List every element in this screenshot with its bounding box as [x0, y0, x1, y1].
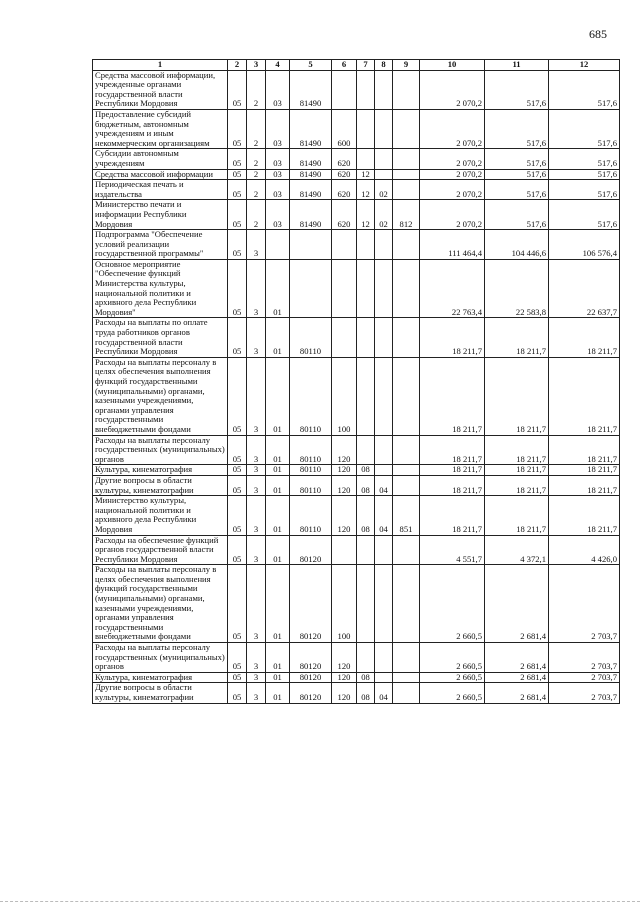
cell-col-6: 120 — [332, 672, 357, 683]
cell-col-10: 2 070,2 — [420, 109, 485, 148]
cell-col-10: 4 551,7 — [420, 535, 485, 565]
cell-col-7 — [357, 318, 375, 357]
cell-col-11: 517,6 — [485, 149, 549, 169]
row-name-cell: Расходы на обеспечение функций органов государственной власти Республики Мордовия — [93, 535, 228, 565]
cell-col-3: 3 — [247, 496, 266, 535]
cell-col-12: 517,6 — [549, 169, 620, 180]
cell-col-3: 3 — [247, 683, 266, 703]
cell-col-7: 08 — [357, 475, 375, 495]
cell-col-8 — [375, 435, 393, 465]
cell-col-8 — [375, 535, 393, 565]
cell-col-7 — [357, 565, 375, 643]
cell-col-11: 18 211,7 — [485, 465, 549, 476]
cell-col-4: 01 — [266, 259, 290, 318]
cell-col-3: 3 — [247, 259, 266, 318]
cell-col-11: 2 681,4 — [485, 683, 549, 703]
cell-col-10: 18 211,7 — [420, 496, 485, 535]
cell-col-2: 05 — [228, 496, 247, 535]
cell-col-7 — [357, 259, 375, 318]
cell-col-9 — [393, 465, 420, 476]
page-number: 685 — [589, 27, 607, 41]
cell-col-8 — [375, 565, 393, 643]
cell-col-8 — [375, 149, 393, 169]
table-row — [93, 465, 620, 476]
cell-col-7: 12 — [357, 180, 375, 200]
cell-col-8: 04 — [375, 496, 393, 535]
cell-col-4: 03 — [266, 169, 290, 180]
cell-col-3: 3 — [247, 535, 266, 565]
cell-col-6: 620 — [332, 169, 357, 180]
cell-col-5 — [290, 230, 332, 260]
cell-col-4: 01 — [266, 357, 290, 435]
table-row — [93, 230, 620, 260]
row-name-cell: Расходы на выплаты персоналу государственных (муниципальных) органов — [93, 435, 228, 465]
cell-col-3: 3 — [247, 565, 266, 643]
cell-col-12: 517,6 — [549, 149, 620, 169]
cell-col-5: 80120 — [290, 565, 332, 643]
table-row — [93, 200, 620, 230]
row-name-cell: Периодическая печать и издательства — [93, 180, 228, 200]
cell-col-9 — [393, 180, 420, 200]
cell-col-4: 03 — [266, 180, 290, 200]
cell-col-4: 03 — [266, 149, 290, 169]
cell-col-12: 18 211,7 — [549, 465, 620, 476]
row-name-cell: Предоставление субсидий бюджетным, автономным учреждениям и иным некоммерческим организациям — [93, 109, 228, 148]
cell-col-2: 05 — [228, 435, 247, 465]
cell-col-8 — [375, 465, 393, 476]
cell-col-3: 3 — [247, 672, 266, 683]
col-header-5: 5 — [290, 60, 332, 71]
cell-col-6 — [332, 70, 357, 109]
cell-col-8 — [375, 230, 393, 260]
cell-col-10: 2 070,2 — [420, 180, 485, 200]
cell-col-3: 2 — [247, 149, 266, 169]
cell-col-6 — [332, 230, 357, 260]
cell-col-12: 18 211,7 — [549, 475, 620, 495]
cell-col-10: 2 660,5 — [420, 683, 485, 703]
cell-col-3: 3 — [247, 357, 266, 435]
cell-col-12: 22 637,7 — [549, 259, 620, 318]
cell-col-11: 22 583,8 — [485, 259, 549, 318]
cell-col-7: 12 — [357, 169, 375, 180]
cell-col-8: 02 — [375, 180, 393, 200]
cell-col-10: 2 660,5 — [420, 565, 485, 643]
table-row — [93, 535, 620, 565]
cell-col-5: 81490 — [290, 149, 332, 169]
cell-col-4: 01 — [266, 465, 290, 476]
cell-col-7: 08 — [357, 672, 375, 683]
cell-col-2: 05 — [228, 475, 247, 495]
cell-col-2: 05 — [228, 180, 247, 200]
cell-col-12: 517,6 — [549, 180, 620, 200]
cell-col-9 — [393, 683, 420, 703]
row-name-cell: Культура, кинематография — [93, 465, 228, 476]
cell-col-12: 2 703,7 — [549, 643, 620, 673]
cell-col-6: 100 — [332, 565, 357, 643]
cell-col-2: 05 — [228, 169, 247, 180]
cell-col-5 — [290, 259, 332, 318]
cell-col-5: 81490 — [290, 200, 332, 230]
cell-col-9: 851 — [393, 496, 420, 535]
cell-col-12: 2 703,7 — [549, 683, 620, 703]
cell-col-5: 80110 — [290, 465, 332, 476]
cell-col-4: 01 — [266, 683, 290, 703]
cell-col-12: 2 703,7 — [549, 565, 620, 643]
cell-col-3: 3 — [247, 435, 266, 465]
cell-col-2: 05 — [228, 318, 247, 357]
cell-col-11: 517,6 — [485, 180, 549, 200]
table-row — [93, 169, 620, 180]
cell-col-12: 18 211,7 — [549, 435, 620, 465]
cell-col-4: 01 — [266, 475, 290, 495]
cell-col-5: 81490 — [290, 180, 332, 200]
cell-col-7 — [357, 357, 375, 435]
cell-col-11: 517,6 — [485, 200, 549, 230]
cell-col-9 — [393, 318, 420, 357]
table-row — [93, 70, 620, 109]
cell-col-2: 05 — [228, 565, 247, 643]
cell-col-6: 620 — [332, 180, 357, 200]
cell-col-11: 104 446,6 — [485, 230, 549, 260]
cell-col-11: 18 211,7 — [485, 318, 549, 357]
col-header-12: 12 — [549, 60, 620, 71]
col-header-8: 8 — [375, 60, 393, 71]
cell-col-9 — [393, 230, 420, 260]
row-name-cell: Подпрограмма "Обеспечение условий реализации государственной программы" — [93, 230, 228, 260]
cell-col-11: 4 372,1 — [485, 535, 549, 565]
cell-col-7: 08 — [357, 465, 375, 476]
cell-col-2: 05 — [228, 465, 247, 476]
cell-col-8 — [375, 70, 393, 109]
cell-col-6: 620 — [332, 149, 357, 169]
table-row — [93, 357, 620, 435]
cell-col-6: 100 — [332, 357, 357, 435]
cell-col-10: 2 070,2 — [420, 149, 485, 169]
cell-col-6: 120 — [332, 475, 357, 495]
cell-col-6 — [332, 535, 357, 565]
row-name-cell: Расходы на выплаты персоналу в целях обеспечения выполнения функций государственными (муниципальными) органами, казенными учреждениями, органами управления государственными внебюджетными фондами — [93, 565, 228, 643]
cell-col-11: 517,6 — [485, 70, 549, 109]
table-row — [93, 496, 620, 535]
cell-col-10: 111 464,4 — [420, 230, 485, 260]
cell-col-9: 812 — [393, 200, 420, 230]
cell-col-4: 01 — [266, 496, 290, 535]
col-header-7: 7 — [357, 60, 375, 71]
cell-col-6: 120 — [332, 643, 357, 673]
cell-col-9 — [393, 535, 420, 565]
cell-col-2: 05 — [228, 230, 247, 260]
row-name-cell: Другие вопросы в области культуры, кинематографии — [93, 475, 228, 495]
cell-col-10: 18 211,7 — [420, 357, 485, 435]
cell-col-9 — [393, 672, 420, 683]
cell-col-12: 517,6 — [549, 109, 620, 148]
cell-col-3: 2 — [247, 180, 266, 200]
cell-col-12: 18 211,7 — [549, 496, 620, 535]
row-name-cell: Средства массовой информации — [93, 169, 228, 180]
cell-col-8 — [375, 672, 393, 683]
cell-col-5: 80110 — [290, 496, 332, 535]
cell-col-4: 01 — [266, 318, 290, 357]
cell-col-6: 120 — [332, 435, 357, 465]
cell-col-8: 04 — [375, 475, 393, 495]
col-header-11: 11 — [485, 60, 549, 71]
cell-col-2: 05 — [228, 259, 247, 318]
table-body — [93, 70, 620, 703]
cell-col-3: 2 — [247, 169, 266, 180]
cell-col-9 — [393, 435, 420, 465]
cell-col-5: 80110 — [290, 475, 332, 495]
table-row — [93, 435, 620, 465]
table-row — [93, 565, 620, 643]
cell-col-9 — [393, 70, 420, 109]
row-name-cell: Расходы на выплаты персоналу государственных (муниципальных) органов — [93, 643, 228, 673]
table-row — [93, 683, 620, 703]
table-row — [93, 109, 620, 148]
cell-col-7: 08 — [357, 683, 375, 703]
cell-col-8: 04 — [375, 683, 393, 703]
budget-table — [92, 59, 620, 704]
row-name-cell: Культура, кинематография — [93, 672, 228, 683]
cell-col-7 — [357, 70, 375, 109]
cell-col-10: 18 211,7 — [420, 318, 485, 357]
cell-col-10: 2 070,2 — [420, 70, 485, 109]
cell-col-7: 08 — [357, 496, 375, 535]
cell-col-3: 2 — [247, 109, 266, 148]
col-header-3: 3 — [247, 60, 266, 71]
cell-col-5: 80110 — [290, 357, 332, 435]
cell-col-5: 81490 — [290, 70, 332, 109]
cell-col-5: 80120 — [290, 683, 332, 703]
row-name-cell: Средства массовой информации, учрежденные органами государственной власти Республики Мордовия — [93, 70, 228, 109]
cell-col-2: 05 — [228, 149, 247, 169]
cell-col-10: 18 211,7 — [420, 475, 485, 495]
cell-col-10: 2 070,2 — [420, 200, 485, 230]
row-name-cell: Основное мероприятие "Обеспечение функций Министерства культуры, национальной политики и архивного дела Республики Мордовия" — [93, 259, 228, 318]
cell-col-7 — [357, 435, 375, 465]
cell-col-11: 517,6 — [485, 169, 549, 180]
cell-col-11: 18 211,7 — [485, 475, 549, 495]
cell-col-12: 4 426,0 — [549, 535, 620, 565]
cell-col-3: 2 — [247, 70, 266, 109]
cell-col-9 — [393, 109, 420, 148]
row-name-cell: Другие вопросы в области культуры, кинематографии — [93, 683, 228, 703]
cell-col-11: 2 681,4 — [485, 643, 549, 673]
row-name-cell: Расходы на выплаты по оплате труда работников органов государственной власти Республики Мордовия — [93, 318, 228, 357]
cell-col-4: 01 — [266, 565, 290, 643]
col-header-10: 10 — [420, 60, 485, 71]
cell-col-3: 3 — [247, 230, 266, 260]
cell-col-11: 517,6 — [485, 109, 549, 148]
cell-col-12: 2 703,7 — [549, 672, 620, 683]
cell-col-2: 05 — [228, 200, 247, 230]
col-header-2: 2 — [228, 60, 247, 71]
table-row — [93, 672, 620, 683]
cell-col-4: 01 — [266, 435, 290, 465]
col-header-4: 4 — [266, 60, 290, 71]
cell-col-7 — [357, 109, 375, 148]
cell-col-7 — [357, 643, 375, 673]
cell-col-2: 05 — [228, 535, 247, 565]
cell-col-2: 05 — [228, 683, 247, 703]
cell-col-3: 2 — [247, 200, 266, 230]
table-row — [93, 149, 620, 169]
cell-col-8: 02 — [375, 200, 393, 230]
cell-col-4: 03 — [266, 109, 290, 148]
cell-col-4: 01 — [266, 672, 290, 683]
cell-col-4: 01 — [266, 643, 290, 673]
scan-edge-line — [0, 901, 640, 903]
cell-col-5: 80110 — [290, 318, 332, 357]
cell-col-11: 18 211,7 — [485, 496, 549, 535]
cell-col-2: 05 — [228, 109, 247, 148]
row-name-cell: Министерство культуры, национальной политики и архивного дела Республики Мордовия — [93, 496, 228, 535]
cell-col-6: 120 — [332, 496, 357, 535]
cell-col-10: 18 211,7 — [420, 465, 485, 476]
cell-col-3: 3 — [247, 643, 266, 673]
cell-col-9 — [393, 357, 420, 435]
cell-col-5: 80120 — [290, 643, 332, 673]
cell-col-11: 2 681,4 — [485, 672, 549, 683]
cell-col-10: 2 660,5 — [420, 643, 485, 673]
cell-col-8 — [375, 259, 393, 318]
cell-col-8 — [375, 109, 393, 148]
cell-col-8 — [375, 318, 393, 357]
cell-col-9 — [393, 643, 420, 673]
cell-col-8 — [375, 357, 393, 435]
cell-col-9 — [393, 475, 420, 495]
cell-col-12: 517,6 — [549, 200, 620, 230]
cell-col-4: 03 — [266, 200, 290, 230]
cell-col-11: 2 681,4 — [485, 565, 549, 643]
cell-col-9 — [393, 565, 420, 643]
cell-col-5: 80120 — [290, 535, 332, 565]
col-header-9: 9 — [393, 60, 420, 71]
cell-col-6: 120 — [332, 683, 357, 703]
row-name-cell: Министерство печати и информации Республики Мордовия — [93, 200, 228, 230]
cell-col-10: 18 211,7 — [420, 435, 485, 465]
row-name-cell: Субсидии автономным учреждениям — [93, 149, 228, 169]
cell-col-5: 80120 — [290, 672, 332, 683]
cell-col-12: 106 576,4 — [549, 230, 620, 260]
cell-col-12: 18 211,7 — [549, 357, 620, 435]
header-row — [93, 60, 620, 71]
row-name-cell: Расходы на выплаты персоналу в целях обеспечения выполнения функций государственными (муниципальными) органами, казенными учреждениями, органами управления государственными внебюджетными фондами — [93, 357, 228, 435]
cell-col-2: 05 — [228, 70, 247, 109]
cell-col-5: 80110 — [290, 435, 332, 465]
cell-col-7: 12 — [357, 200, 375, 230]
cell-col-4 — [266, 230, 290, 260]
cell-col-8 — [375, 169, 393, 180]
table-row — [93, 318, 620, 357]
cell-col-6 — [332, 259, 357, 318]
cell-col-3: 3 — [247, 318, 266, 357]
cell-col-9 — [393, 169, 420, 180]
cell-col-6: 120 — [332, 465, 357, 476]
cell-col-3: 3 — [247, 475, 266, 495]
cell-col-7 — [357, 149, 375, 169]
cell-col-10: 2 660,5 — [420, 672, 485, 683]
table-row — [93, 643, 620, 673]
cell-col-3: 3 — [247, 465, 266, 476]
cell-col-9 — [393, 259, 420, 318]
cell-col-7 — [357, 535, 375, 565]
cell-col-10: 22 763,4 — [420, 259, 485, 318]
cell-col-9 — [393, 149, 420, 169]
cell-col-7 — [357, 230, 375, 260]
table-row — [93, 259, 620, 318]
cell-col-12: 18 211,7 — [549, 318, 620, 357]
cell-col-4: 03 — [266, 70, 290, 109]
cell-col-10: 2 070,2 — [420, 169, 485, 180]
cell-col-2: 05 — [228, 357, 247, 435]
cell-col-6: 620 — [332, 200, 357, 230]
cell-col-6: 600 — [332, 109, 357, 148]
col-header-6: 6 — [332, 60, 357, 71]
cell-col-11: 18 211,7 — [485, 357, 549, 435]
cell-col-5: 81490 — [290, 109, 332, 148]
cell-col-4: 01 — [266, 535, 290, 565]
cell-col-8 — [375, 643, 393, 673]
col-header-1: 1 — [93, 60, 228, 71]
cell-col-11: 18 211,7 — [485, 435, 549, 465]
table-row — [93, 475, 620, 495]
cell-col-5: 81490 — [290, 169, 332, 180]
table-row — [93, 180, 620, 200]
cell-col-6 — [332, 318, 357, 357]
cell-col-2: 05 — [228, 672, 247, 683]
cell-col-2: 05 — [228, 643, 247, 673]
cell-col-12: 517,6 — [549, 70, 620, 109]
